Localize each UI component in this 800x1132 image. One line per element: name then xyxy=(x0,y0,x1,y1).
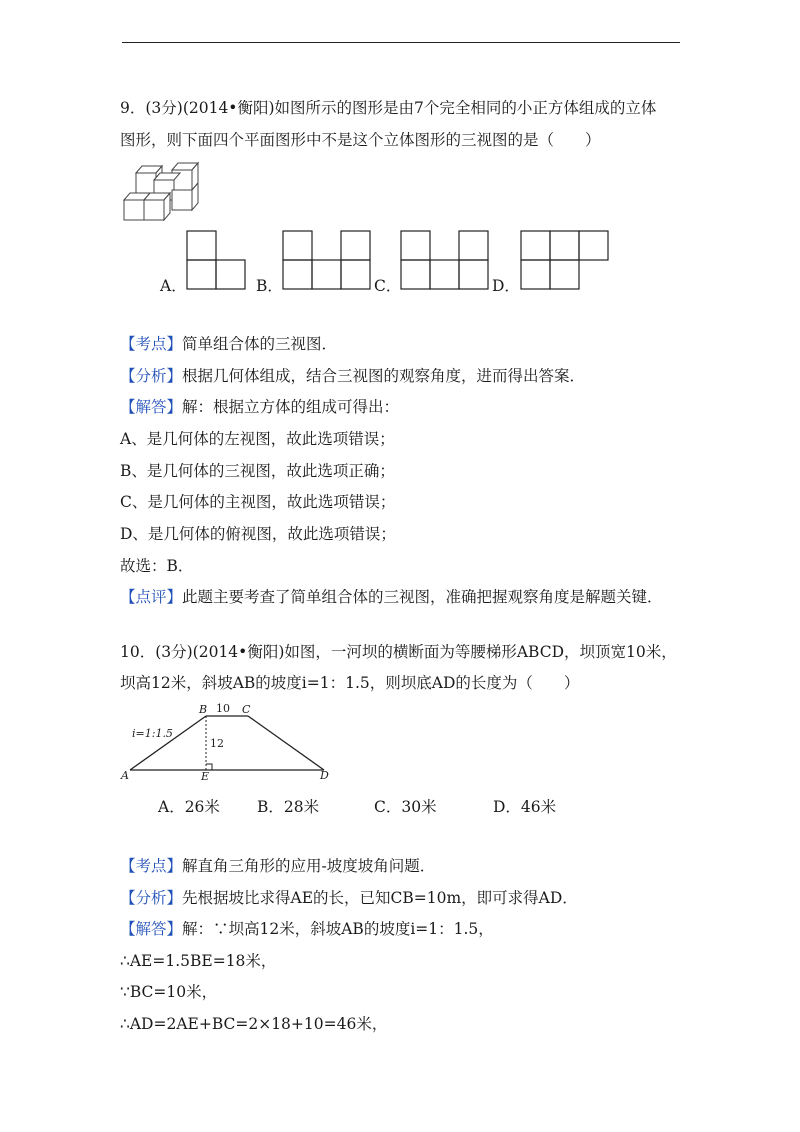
q9-option-b-figure xyxy=(282,230,372,290)
q9-option-b-label: B． xyxy=(256,277,283,295)
point-c-label: C xyxy=(242,703,251,716)
point-a-label: A xyxy=(121,769,129,782)
q9-kaodian-tag: 【考点】 xyxy=(120,335,183,353)
q10-option-b: B．28米 xyxy=(257,798,320,816)
q10-stem-line-2: 坝高12米，斜坡AB的坡度i=1：1.5，则坝底AD的长度为（ ） xyxy=(120,674,580,692)
point-d-label: D xyxy=(320,769,329,782)
q9-solution-b: B、是几何体的三视图，故此选项正确； xyxy=(120,462,395,480)
q9-option-c-label: C． xyxy=(374,277,402,295)
q10-option-c: C．30米 xyxy=(374,798,437,816)
q10-step-2: ∵BC=10米， xyxy=(120,983,218,1001)
q9-dianping xyxy=(120,587,663,607)
q9-solution-d: D、是几何体的俯视图，故此选项错误； xyxy=(120,525,396,543)
q9-stem-line-2: 图形，则下面四个平面图形中不是这个立体图形的三视图的是（ ） xyxy=(120,131,601,149)
point-e-label: E xyxy=(201,770,210,783)
q10-kaodian-text: 解直角三角形的应用-坡度坡角问题． xyxy=(182,857,436,875)
q10-trapezoid-figure xyxy=(118,700,348,784)
q10-jieda xyxy=(120,919,494,939)
top-width-label: 10 xyxy=(216,702,230,715)
q9-cube-figure xyxy=(122,160,212,222)
q9-stem-line-1: 9．(3分)(2014•衡阳)如图所示的图形是由7个完全相同的小正方体组成的立体 xyxy=(120,99,657,117)
q9-fenxi-text: 根据几何体组成，结合三视图的观察角度，进而得出答案． xyxy=(182,367,586,385)
q9-option-d-label: D． xyxy=(492,277,520,295)
q9-kaodian xyxy=(120,334,337,354)
q9-option-a-figure xyxy=(186,230,246,290)
q10-jieda-text: 解：∵坝高12米，斜坡AB的坡度i=1：1.5， xyxy=(182,920,494,938)
q9-option-a-label: A． xyxy=(160,277,187,295)
q10-stem-line-1: 10．(3分)(2014•衡阳)如图，一河坝的横断面为等腰梯形ABCD，坝顶宽10米， xyxy=(120,643,677,661)
q9-fenxi xyxy=(120,366,585,386)
q9-answer: 故选：B． xyxy=(120,557,194,575)
q9-dianping-tag: 【点评】 xyxy=(120,588,183,606)
q10-option-a: A．26米 xyxy=(158,798,220,816)
q9-fenxi-tag: 【分析】 xyxy=(120,367,183,385)
q10-step-3: ∴AD=2AE+BC=2×18+10=46米， xyxy=(120,1015,388,1033)
q10-fenxi-tag: 【分析】 xyxy=(120,889,183,907)
q9-option-d-figure xyxy=(520,230,610,290)
q10-kaodian xyxy=(120,856,435,876)
q10-option-d: D．46米 xyxy=(493,798,557,816)
q9-solution-c: C、是几何体的主视图，故此选项错误； xyxy=(120,493,396,511)
height-label: 12 xyxy=(210,737,224,750)
q9-jieda-tag: 【解答】 xyxy=(120,398,183,416)
q9-jieda-text: 解：根据立方体的组成可得出： xyxy=(182,398,400,416)
q9-option-c-figure xyxy=(400,230,490,290)
slope-label: i=1:1.5 xyxy=(132,727,173,740)
q10-fenxi-text: 先根据坡比求得AE的长，已知CB=10m，即可求得AD． xyxy=(182,889,578,907)
point-b-label: B xyxy=(199,703,208,716)
q10-kaodian-tag: 【考点】 xyxy=(120,857,183,875)
q9-solution-a: A、是几何体的左视图，故此选项错误； xyxy=(120,430,395,448)
q10-jieda-tag: 【解答】 xyxy=(120,920,183,938)
q9-kaodian-text: 简单组合体的三视图． xyxy=(182,335,338,353)
q9-dianping-text: 此题主要考查了简单组合体的三视图，准确把握观察角度是解题关键． xyxy=(182,588,663,606)
q10-fenxi xyxy=(120,888,578,908)
q10-step-1: ∴AE=1.5BE=18米， xyxy=(120,952,277,970)
header-rule xyxy=(122,42,680,43)
q9-jieda xyxy=(120,397,399,417)
